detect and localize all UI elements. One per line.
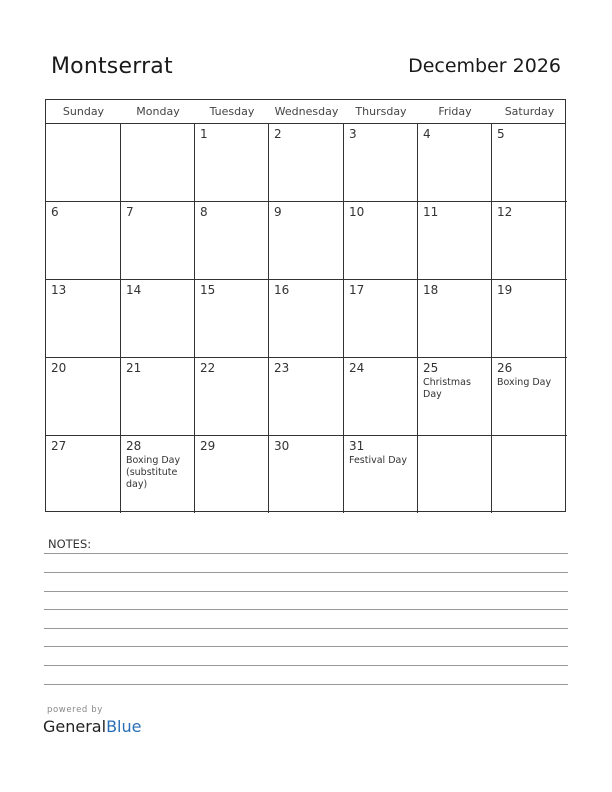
day-number: 4 [423,127,431,141]
day-number: 2 [274,127,282,141]
day-cell [46,280,121,358]
day-number: 15 [200,283,216,297]
day-number: 27 [51,439,67,453]
notes-label: NOTES: [48,537,92,551]
day-number: 1 [200,127,208,141]
weekday-monday: Monday [136,105,180,118]
brand-logo [43,717,141,736]
day-number: 23 [274,361,290,375]
day-number: 12 [497,205,513,219]
powered-by-text: powered by [47,705,103,715]
day-number: 10 [349,205,365,219]
day-cell [344,358,418,436]
weekday-wednesday: Wednesday [274,105,339,118]
weekday-saturday: Saturday [504,105,555,118]
day-cell [269,124,344,202]
holiday-label: Boxing Day [497,377,552,388]
day-cell [269,358,344,436]
note-line [44,591,568,592]
day-cell [195,202,269,280]
day-cell [46,358,121,436]
day-number: 18 [423,283,439,297]
day-number: 25 [423,361,439,375]
day-cell [195,436,269,513]
day-cell [418,436,492,513]
holiday-label: Festival Day [349,455,407,466]
note-line [44,646,568,647]
day-number: 9 [274,205,282,219]
holiday-label: Christmas Day [423,377,471,400]
weekday-header-row [46,100,565,124]
day-number: 14 [126,283,142,297]
day-cell [418,124,492,202]
day-number: 3 [349,127,357,141]
brand-blue-text: Blue [106,717,142,736]
brand-general-text: General [43,717,107,736]
day-number: 26 [497,361,513,375]
day-number: 19 [497,283,513,297]
note-line [44,553,568,554]
day-cell [269,202,344,280]
day-cell [418,280,492,358]
month-year-title: December 2026 [408,55,561,77]
day-cell [46,202,121,280]
day-cell [492,202,567,280]
day-number: 21 [126,361,142,375]
day-cell [344,202,418,280]
day-cell [269,436,344,513]
day-number: 20 [51,361,67,375]
day-number: 7 [126,205,134,219]
day-cell [418,202,492,280]
day-number: 31 [349,439,365,453]
weekday-tuesday: Tuesday [209,105,255,118]
day-number: 16 [274,283,290,297]
day-cell [46,124,121,202]
day-cell [121,436,195,513]
weekday-friday: Friday [438,105,472,118]
note-line [44,572,568,573]
day-cell [121,280,195,358]
day-number: 29 [200,439,216,453]
day-cell [492,124,567,202]
day-cell [418,358,492,436]
day-number: 24 [349,361,365,375]
note-line [44,628,568,629]
day-cell [195,124,269,202]
day-number: 11 [423,205,439,219]
weekday-sunday: Sunday [62,105,105,118]
day-cell [344,280,418,358]
day-cell [344,436,418,513]
day-cell [492,358,567,436]
day-cell [121,202,195,280]
day-cell [195,358,269,436]
holiday-label: Boxing Day (substitute day) [126,455,181,490]
country-title: Montserrat [51,54,173,79]
day-cell [344,124,418,202]
day-number: 6 [51,205,59,219]
day-number: 8 [200,205,208,219]
note-line [44,665,568,666]
day-number: 30 [274,439,290,453]
day-number: 13 [51,283,67,297]
day-number: 22 [200,361,216,375]
day-number: 5 [497,127,505,141]
day-cell [269,280,344,358]
day-cell [195,280,269,358]
day-cell [492,280,567,358]
day-number: 17 [349,283,365,297]
calendar-grid [45,99,566,512]
note-line [44,684,568,685]
day-cell [121,358,195,436]
day-cell [46,436,121,513]
day-cell [121,124,195,202]
day-number: 28 [126,439,142,453]
weekday-thursday: Thursday [355,105,407,118]
day-cell [492,436,567,513]
note-line [44,609,568,610]
